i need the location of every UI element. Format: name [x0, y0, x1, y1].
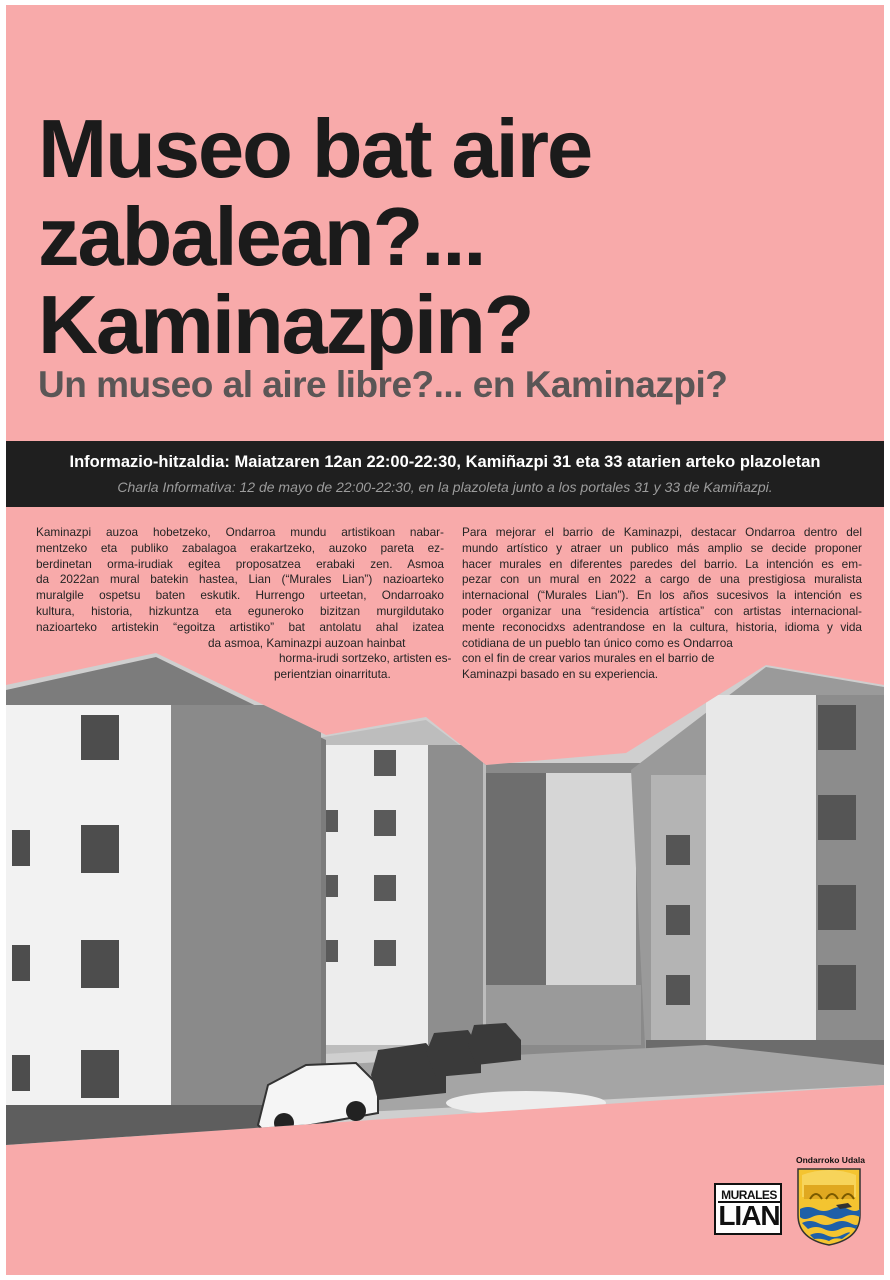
- info-spanish: Charla Informativa: 12 de mayo de 22:00-22:30, en la plazoleta junto a los portales 31 y 33 de Kamiñazpi.: [117, 479, 773, 495]
- basque-line: Kaminazpi auzoa hobetzeko, Ondarroa mundu artistikoan nabar-: [36, 525, 444, 539]
- basque-line: da 2022an mural batekin hastea, Lian (“Murales Lian”) nazioarteko: [36, 572, 444, 587]
- basque-line: berdinetan orma-irudiak egitea proposatzea erabaki zen. Asmoa: [36, 556, 444, 571]
- basque-line: nazioarteko artistekin “egoitza artistiko” bat antolatu ahal izatea: [36, 619, 444, 634]
- info-band: [6, 441, 884, 507]
- title-line-1: Museo bat aire: [38, 102, 592, 195]
- spanish-description: [462, 525, 862, 683]
- spanish-subtitle: Un museo al aire libre?... en Kaminazpi?: [38, 364, 728, 405]
- spanish-line: mente reconocidxs adentrandose en la cultura, historia, idioma y vida: [462, 619, 862, 634]
- spanish-line: hacer murales en diferentes paredes del barrio. La intención es em-: [462, 556, 862, 571]
- basque-description: [36, 525, 452, 683]
- ondarroa-coat-of-arms-icon: [796, 1167, 862, 1247]
- udala-label: Ondarroko Udala: [796, 1155, 865, 1165]
- main-title: [38, 102, 592, 371]
- basque-line: muralgile ospetsu baten eskutik. Hurrengo urteetan, Ondarroako: [36, 588, 444, 603]
- basque-line: kultura, historia, hizkuntza eta eguneroko bizitzan murgildutako: [36, 603, 444, 618]
- buildings-photo: [6, 645, 884, 1165]
- spanish-line: poder organizar una “residencia artística” con artistas internacional-: [462, 603, 862, 618]
- poster: [6, 5, 884, 1275]
- murales-logo-top: MURALES: [718, 1189, 780, 1203]
- title-line-3: Kaminazpin?: [38, 278, 533, 371]
- info-basque: Informazio-hitzaldia: Maiatzaren 12an 22:00-22:30, Kamiñazpi 31 eta 33 atarien arteko plazoletan: [69, 453, 821, 471]
- spanish-line: con el fin de crear varios murales en el barrio de: [462, 651, 715, 666]
- spanish-line: internacional (“Murales Lian”). En los años sucesivos la intención es: [462, 588, 862, 603]
- spanish-line: mundo artístico y atraer un publico más amplio se decide proponer: [462, 540, 862, 555]
- spanish-line: Para mejorar el barrio de Kaminazpi, destacar Ondarroa dentro del: [462, 525, 862, 539]
- basque-line: da asmoa, Kaminazpi auzoan hainbat: [208, 635, 406, 650]
- basque-line: perientzian oinarrituta.: [274, 667, 391, 682]
- murales-logo-bottom: LIAN: [718, 1200, 780, 1231]
- title-line-2: zabalean?...: [38, 190, 485, 283]
- murales-lian-logo: [714, 1183, 782, 1235]
- basque-line: horma-irudi sortzeko, artisten es-: [279, 651, 452, 666]
- basque-line: mentzeko eta publiko zabalagoa erakartzeko, auzoko pareta ez-: [36, 540, 444, 555]
- spanish-line: Kaminazpi basado en su experiencia.: [462, 667, 659, 682]
- spanish-line: pezar con un mural en 2022 a cargo de una prestigiosa muralista: [462, 572, 862, 587]
- spanish-line: cotidiana de un pueblo tan único como es Ondarroa: [462, 635, 733, 650]
